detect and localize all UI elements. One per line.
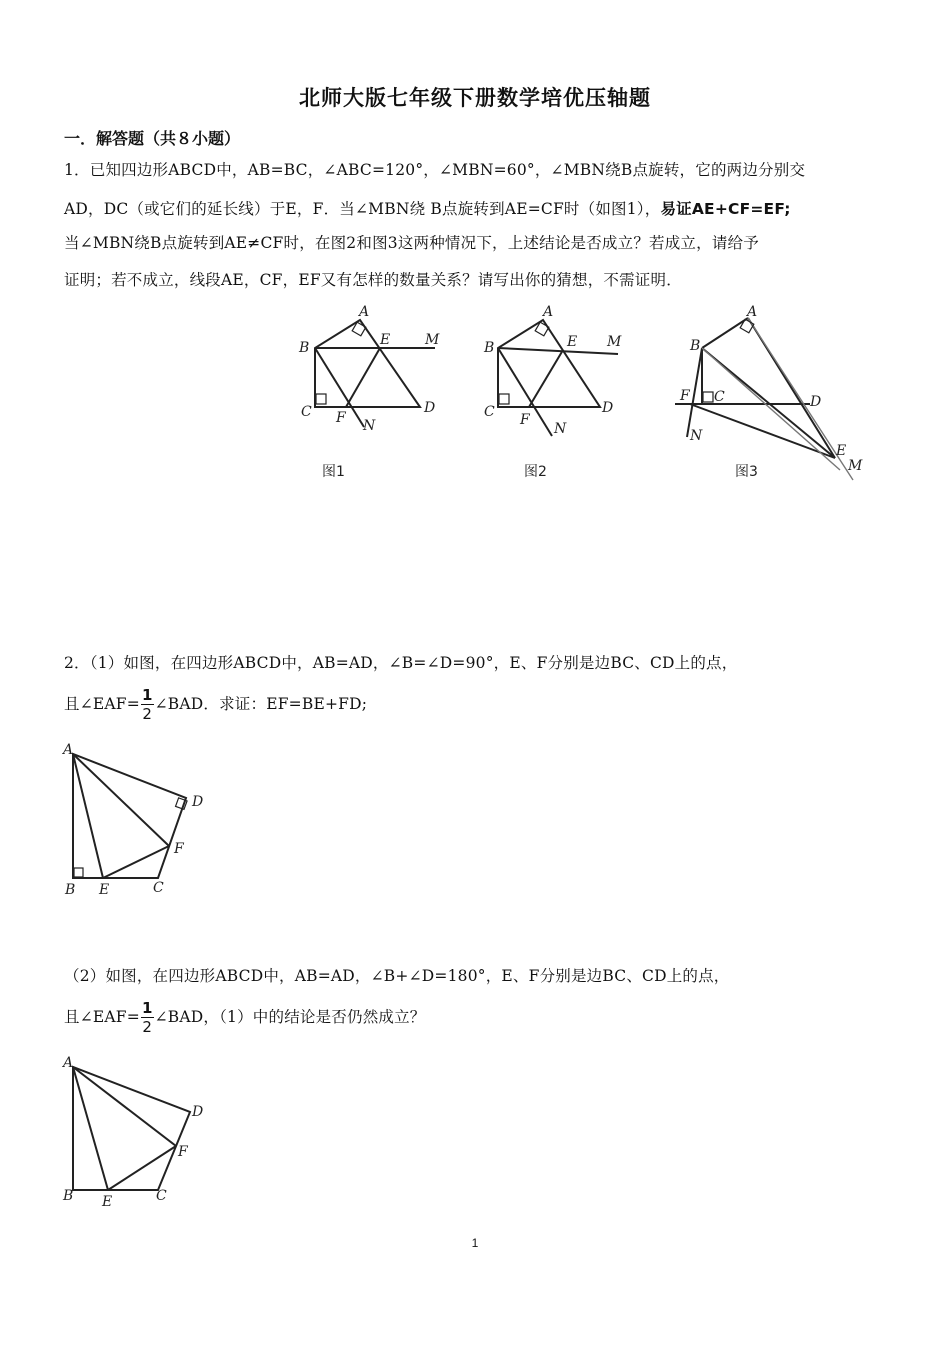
q2-figure-1 (58, 738, 218, 903)
q1-line-4: 证明；若不成立，线段AE，CF，EF又有怎样的数量关系？请写出你的猜想，不需证明． (64, 271, 682, 289)
svg-text:D: D (192, 794, 204, 810)
svg-text:M: M (607, 334, 622, 350)
q2-part2-prefix: 且∠EAF= (64, 1008, 140, 1026)
q1-line-2-text: AD，DC（或它们的延长线）于E，F．当∠MBN绕 B点旋转到AE=CF时（如图1）， (64, 200, 661, 218)
svg-text:F: F (680, 388, 690, 404)
svg-text:N: N (554, 421, 567, 437)
q1-line-2 (64, 197, 791, 219)
q2-part1-prefix: 且∠EAF= (64, 695, 140, 713)
svg-text:A: A (63, 742, 74, 758)
svg-text:A: A (747, 304, 758, 320)
q2-part2-line-2 (64, 1001, 426, 1035)
section-heading: 一．解答题（共８小题） (64, 129, 241, 148)
svg-text:D: D (602, 400, 614, 416)
page-title: 北师大版七年级下册数学培优压轴题 (299, 86, 651, 110)
svg-text:D: D (810, 394, 822, 410)
svg-text:A: A (543, 304, 554, 320)
svg-text:D: D (192, 1104, 204, 1120)
q2-part2-suffix: ∠BAD，（1）中的结论是否仍然成立？ (154, 1008, 426, 1026)
q1-figures (280, 300, 880, 490)
svg-text:图1: 图1 (322, 464, 345, 480)
svg-text:F: F (336, 410, 346, 426)
q1-line-1: 1．已知四边形ABCD中，AB=BC，∠ABC=120°，∠MBN=60°，∠MBN绕B点旋转，它的两边分别交 (64, 161, 806, 179)
svg-text:N: N (690, 428, 703, 444)
svg-text:A: A (63, 1055, 74, 1071)
figure-1 (298, 304, 440, 480)
svg-text:图3: 图3 (735, 464, 758, 480)
q2-figure-2 (58, 1050, 218, 1215)
svg-text:M: M (848, 458, 863, 474)
svg-text:B: B (65, 882, 76, 898)
svg-text:E: E (102, 1194, 113, 1210)
svg-text:B: B (299, 340, 310, 356)
figure-2 (483, 304, 622, 480)
svg-text:F: F (520, 412, 530, 428)
q2-part1-line-2 (64, 688, 367, 722)
q2-part1-suffix: ∠BAD．求证：EF=BE+FD; (154, 695, 368, 713)
q2-part2-line-1: （2）如图，在四边形ABCD中，AB=AD，∠B+∠D=180°，E、F分别是边BC、CD上的点， (64, 967, 730, 985)
svg-text:E: E (836, 443, 847, 459)
half-fraction: $\frac{1}{2}$ (141, 686, 153, 723)
svg-text:N: N (363, 418, 376, 434)
svg-text:C: C (714, 389, 725, 405)
svg-text:D: D (424, 400, 436, 416)
half-fraction: $\frac{1}{2}$ (141, 999, 153, 1036)
svg-text:C: C (156, 1188, 167, 1204)
svg-text:M: M (425, 332, 440, 348)
page-number: 1 (471, 1236, 479, 1250)
svg-text:C: C (301, 404, 312, 420)
svg-text:B: B (63, 1188, 74, 1204)
svg-text:F: F (174, 841, 184, 857)
q1-line-2-bold: 易证AE+CF=EF; (660, 200, 791, 218)
svg-text:E: E (380, 332, 391, 348)
svg-text:C: C (153, 880, 164, 896)
svg-text:B: B (484, 340, 495, 356)
q2-part1-line-1: 2．（1）如图，在四边形ABCD中，AB=AD，∠B=∠D=90°，E、F分别是边BC、CD上的点， (64, 654, 738, 672)
svg-text:E: E (99, 882, 110, 898)
svg-text:图2: 图2 (524, 464, 547, 480)
q1-line-3: 当∠MBN绕B点旋转到AE≠CF时，在图2和图3这两种情况下，上述结论是否成立？若成立，请给予 (64, 234, 759, 252)
svg-text:A: A (359, 304, 370, 320)
svg-text:B: B (690, 338, 701, 354)
figure-3 (675, 304, 863, 480)
svg-text:C: C (484, 404, 495, 420)
svg-text:F: F (178, 1144, 188, 1160)
svg-text:E: E (567, 334, 578, 350)
